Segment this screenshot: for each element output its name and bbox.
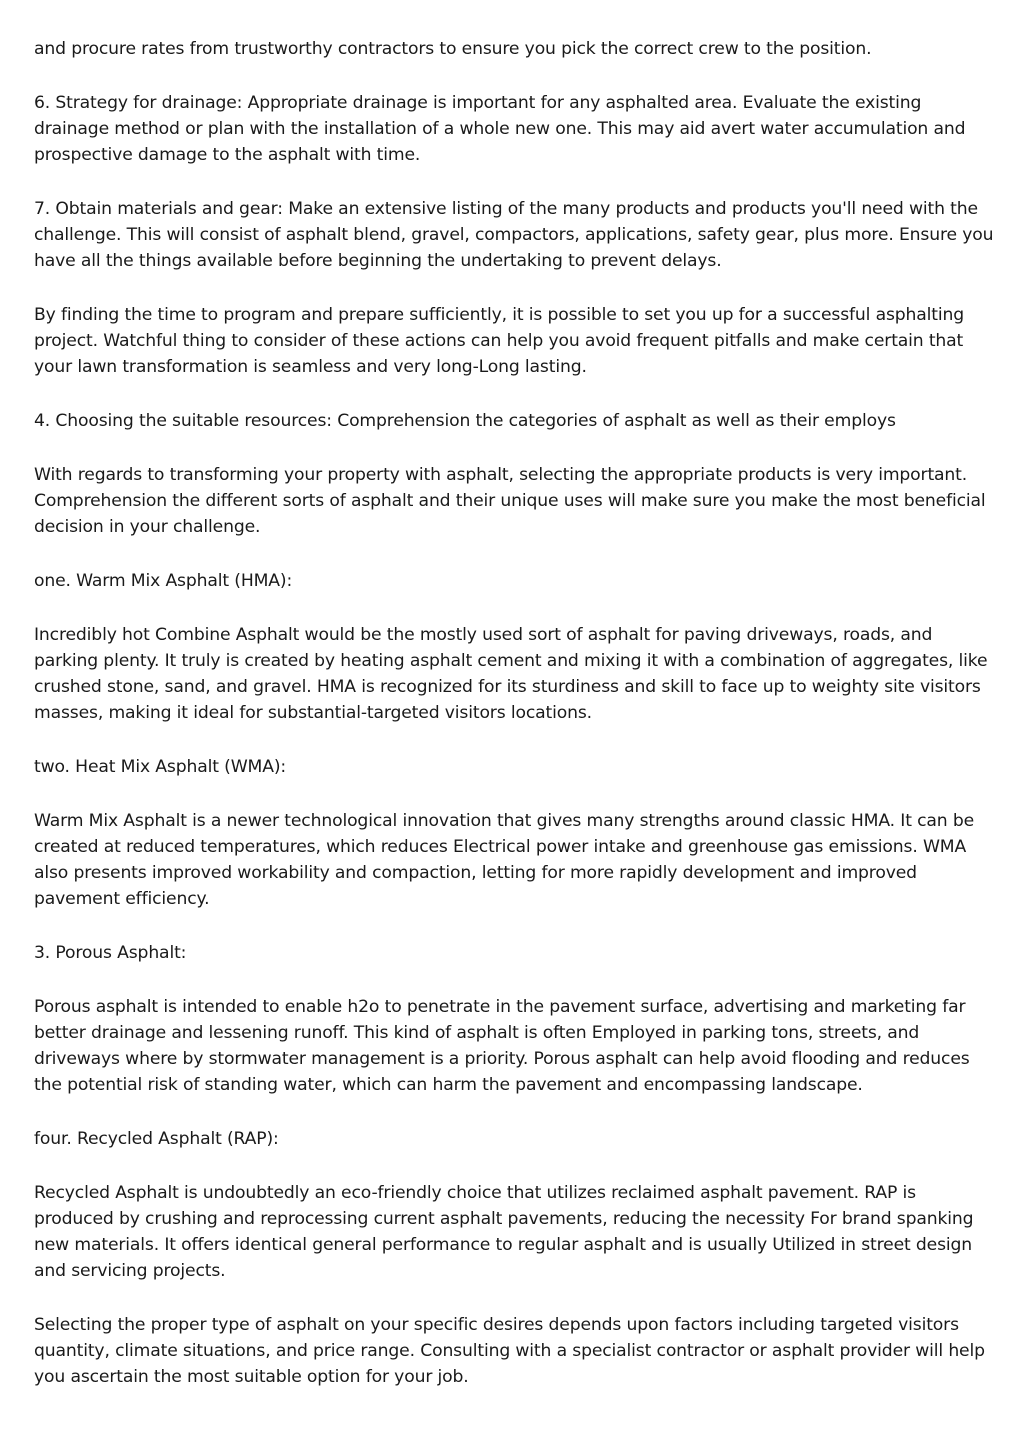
paragraph-drainage-strategy: 6. Strategy for drainage: Appropriate drainage is important for any asphalted area. Evaluate the existing drainage method or plan with the installation of a whole new one. This may aid avert water accumulation and prospective damage to the asphalt with time. — [34, 93, 966, 165]
paragraph-planning-summary: By finding the time to program and prepare sufficiently, it is possible to set you up for a successful asphalting project. Watchful thing to consider of these actions can help you avoid frequent pitfalls and make certain that your lawn transformation is seamless and very long-Long lasting. — [34, 305, 965, 377]
paragraph-contractor-rates: and procure rates from trustworthy contractors to ensure you pick the correct crew to the position. — [34, 39, 872, 59]
paragraph-conclusion: Selecting the proper type of asphalt on your specific desires depends upon factors including targeted visitors quantity, climate situations, and price range. Consulting with a specialist contractor or asphalt provider will help you ascertain the most suitable option for your job. — [34, 1315, 985, 1387]
paragraph-wma: Warm Mix Asphalt is a newer technological innovation that gives many strengths around classic HMA. It can be created at reduced temperatures, which reduces Electrical power intake and greenhouse gas emissions. WMA also presents improved workability and compaction, letting for more rapidly development and improved pavement efficiency. — [34, 811, 975, 909]
subheading-hma: one. Warm Mix Asphalt (HMA): — [34, 571, 293, 591]
paragraph-materials-gear: 7. Obtain materials and gear: Make an extensive listing of the many products and products you'll need with the challenge. This will consist of asphalt blend, gravel, compactors, applications, safety gear, plus more. Ensure you have all the things available before beginning the undertaking to prevent delays. — [34, 199, 994, 271]
subheading-porous: 3. Porous Asphalt: — [34, 943, 187, 963]
subheading-wma: two. Heat Mix Asphalt (WMA): — [34, 757, 287, 777]
paragraph-hma: Incredibly hot Combine Asphalt would be the mostly used sort of asphalt for paving driveways, roads, and parking plenty. It truly is created by heating asphalt cement and mixing it with a combination of aggregates, like crushed stone, sand, and gravel. HMA is recognized for its sturdiness and skill to face up to weighty site visitors masses, making it ideal for substantial-targeted visitors locations. — [34, 625, 988, 723]
section-heading-choosing-resources: 4. Choosing the suitable resources: Comprehension the categories of asphalt as well as their employs — [34, 411, 896, 431]
paragraph-rap: Recycled Asphalt is undoubtedly an eco-friendly choice that utilizes reclaimed asphalt pavement. RAP is produced by crushing and reprocessing current asphalt pavements, reducing the necessity For brand spanking new materials. It offers identical general performance to regular asphalt and is usually Utilized in street design and servicing projects. — [34, 1183, 974, 1281]
paragraph-selecting-products: With regards to transforming your property with asphalt, selecting the appropriate products is very important. Comprehension the different sorts of asphalt and their unique uses will make sure you make the most beneficial decision in your challenge. — [34, 465, 986, 537]
document-page — [34, 36, 994, 1418]
subheading-rap: four. Recycled Asphalt (RAP): — [34, 1129, 279, 1149]
paragraph-porous: Porous asphalt is intended to enable h2o to penetrate in the pavement surface, advertising and marketing far better drainage and lessening runoff. This kind of asphalt is often Employed in parking tons, streets, and driveways where by stormwater management is a priority. Porous asphalt can help avoid flooding and reduces the potential risk of standing water, which can harm the pavement and encompassing landscape. — [34, 997, 970, 1095]
